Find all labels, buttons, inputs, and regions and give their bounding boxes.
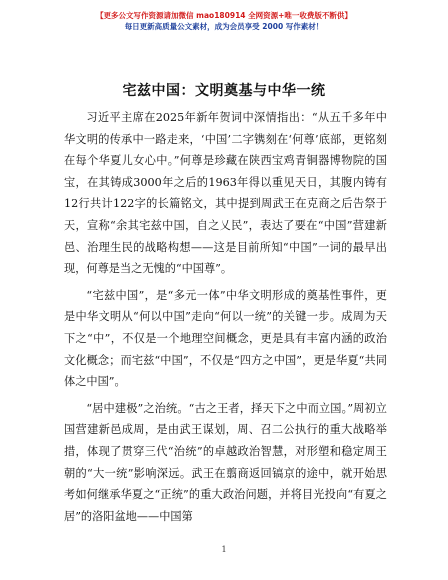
promo-line-1: 【更多公文写作资源请加微信 mao180914 全网资源+唯一收费版不断供】 (96, 11, 352, 20)
paragraph-2: “宅兹中国”，是“多元一体”中华文明形成的奠基性事件，更是中华文明从“何以中国”走向“何以一统”的关键一步。成周为天下之“中”，不仅是一个地理空间概念，更是具有丰富内涵的政治文化概念；而宅兹“中国”，不仅是“四方之中国”，更是华夏“共同体之中国”。 (64, 288, 387, 389)
promo-line-2: 每日更新高质量公文素材，成为会员享受 2000 写作素材！ (124, 22, 324, 31)
promo-banner (0, 10, 448, 32)
article-title: 宅兹中国：文明奠基与中华一统 (122, 83, 326, 99)
article-body (64, 107, 387, 532)
paragraph-3: “居中建极”之治统。“古之王者，择天下之中而立国。”周初立国营建新邑成周，是由武王谋划，周、召二公执行的重大战略举措，体现了贯穿三代“治统”的卓越政治智慧，对形塑和稳定周王朝的“大一统”影响深远。武王在翦商返回镐京的途中，就开始思考如何继承华夏之“正统”的重大政治问题，并将目光投向“有夏之居”的洛阳盆地——中国第 (64, 401, 387, 523)
paragraph-1: 习近平主席在2025年新年贺词中深情指出：“从五千多年中华文明的传承中一路走来，‘中国’二字镌刻在‘何尊’底部，更铭刻在每个华夏儿女心中。”何尊是珍藏在陕西宝鸡青铜器博物院的国宝，在其铸成3000年之后的1963年得以重见天日，其腹内铸有12行共计122字的长篇铭文，其中提到周武王在克商之后告祭于天，宣称“余其宅兹中国，自之乂民”，表达了要在“中国”营建新邑、治理生民的战略构想——这是目前所知“中国”一词的最早出现，何尊是当之无愧的“中国尊”。 (64, 111, 387, 276)
page-number: 1 (221, 545, 227, 554)
